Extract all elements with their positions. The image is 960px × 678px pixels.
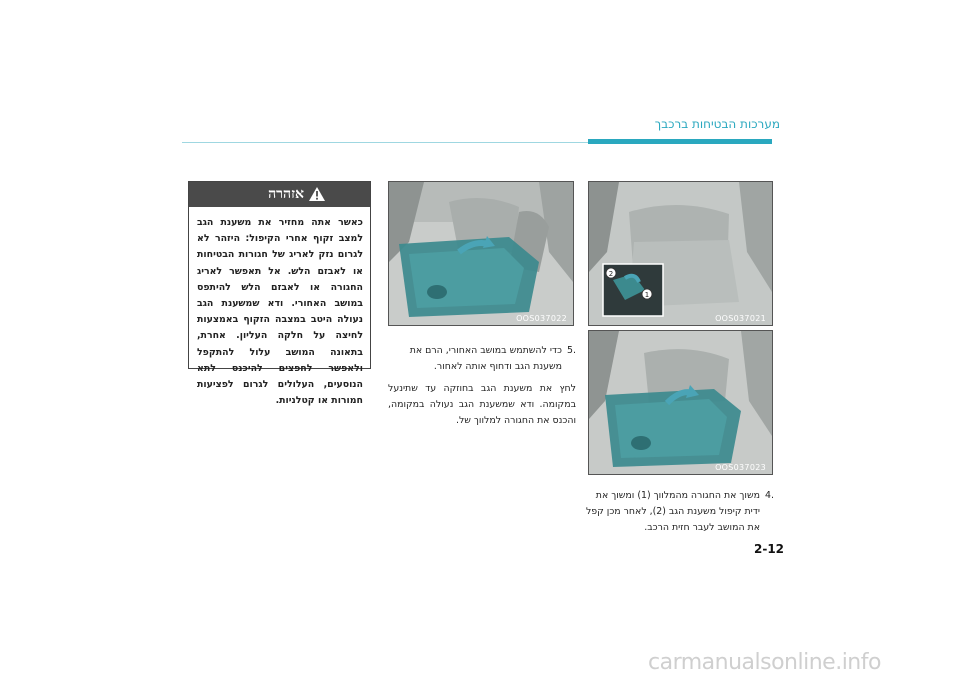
seat-photo-release-lever	[588, 181, 773, 326]
warning-box	[188, 181, 371, 407]
step-text: משוך את החגורה מהמלווך (1) ומשוך את ידית קיפול משענת הגב (2), לאחר מכן קפל את המושב לעבר חזית הרכב.	[585, 490, 760, 533]
seat-illustration	[589, 182, 772, 325]
callout-2: 2	[608, 270, 614, 278]
step-number: .5	[567, 345, 576, 356]
warning-title: אזהרה	[268, 186, 304, 202]
step-text-continued: לחץ את משענת הגב בחוזקה עד שתינעל במקומה. ודא שמשענת הגב נעולה במקומה, והכנס את החגורה למלווך של.	[388, 383, 576, 426]
image-code: OOS037021	[715, 314, 766, 323]
callout-1: 1	[644, 291, 650, 299]
header-accent-bar	[588, 139, 772, 144]
warning-header	[189, 182, 370, 207]
step-5	[388, 343, 576, 429]
warning-text: כאשר אתה מחזיר את משענת הגב למצב זקוף אחרי הקיפול: היזהר לא לגרום נזק לאריג של חגורות הבטיחות או לאבזם הלש. אל תאפשר לאריג החגורה או לאבזם הלש להיתפס במושב האחורי. ודא שמשענת הגב נעולה היטב במצבה הזקוף באמצעות לחיצה על חלקה העליון. אחרת, בתאונה המושב עלול להתקפל ולאפשר לחפצים להיכנס לתא הנוסעים, העלולים לגרום לפציעות חמורות או קטלניות.	[197, 217, 363, 407]
step-number: .4	[765, 490, 774, 501]
page-number: 2-12	[754, 542, 785, 556]
step-4	[584, 488, 774, 536]
seat-illustration	[389, 182, 573, 325]
image-code: OOS037022	[516, 314, 567, 323]
image-code: OOS037023	[715, 463, 766, 472]
seat-photo-folded	[588, 330, 773, 475]
step-text: כדי להשתמש במושב האחורי, הרם את משענת הגב ודחוף אותה לאחור.	[409, 345, 562, 372]
section-title: מערכות הבטיחות ברכבך	[654, 117, 780, 131]
warning-triangle-icon	[309, 187, 325, 201]
watermark: carmanualsonline.info	[648, 650, 881, 675]
seat-illustration	[589, 331, 772, 474]
seat-photo-fold-rear	[388, 181, 574, 326]
